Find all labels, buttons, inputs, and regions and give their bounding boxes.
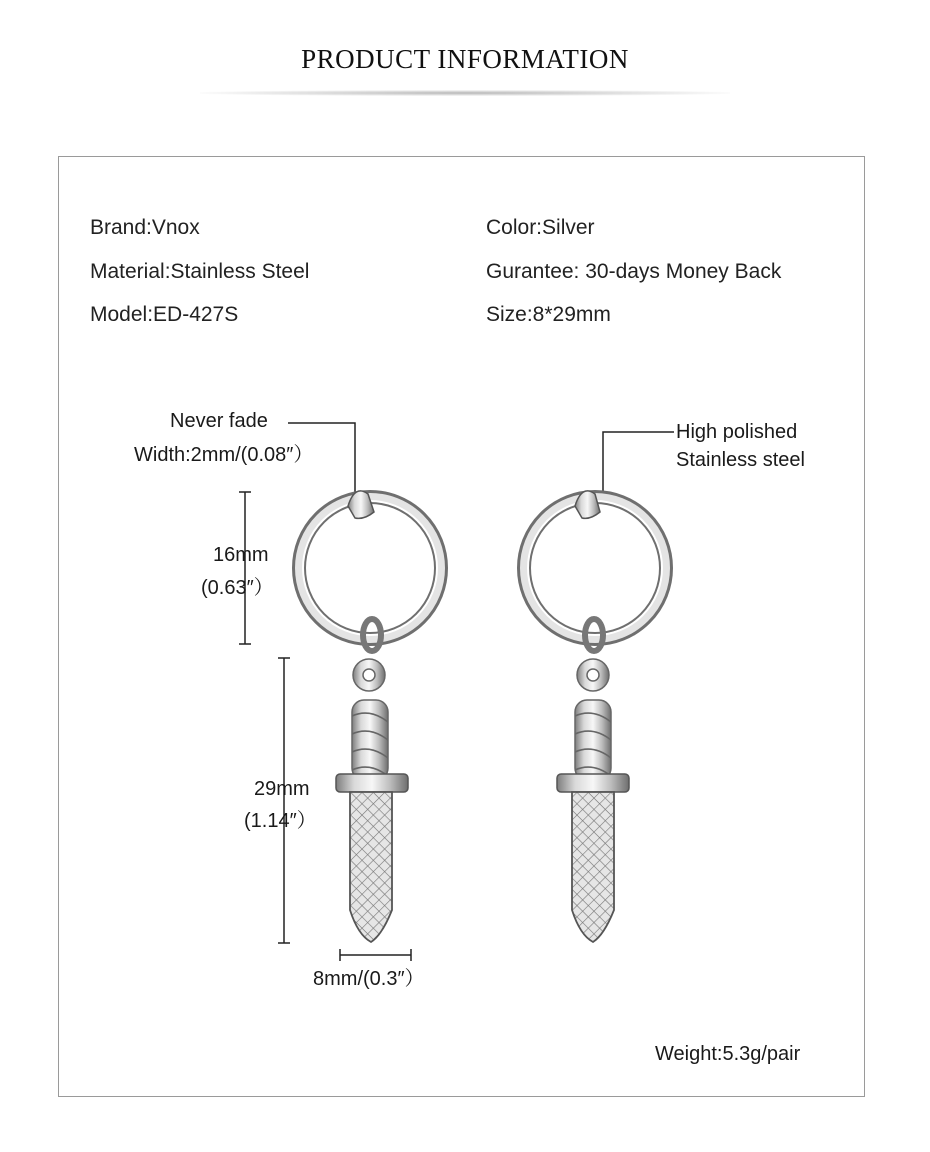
spec-brand: Brand:Vnox	[90, 216, 200, 239]
annotation-pendant-mm: 29mm	[254, 778, 310, 800]
annotation-never-fade: Never fade	[170, 410, 268, 432]
spec-size: Size:8*29mm	[486, 303, 611, 326]
left-earring	[299, 491, 441, 942]
annotation-pendant-in: (1.14″）	[244, 810, 317, 832]
spec-color: Color:Silver	[486, 216, 595, 239]
annotation-width: Width:2mm/(0.08″）	[134, 444, 314, 466]
spec-model: Model:ED-427S	[90, 303, 239, 326]
annotation-blade-width: 8mm/(0.3″）	[313, 968, 425, 990]
page-title: PRODUCT INFORMATION	[301, 44, 629, 74]
annotation-weight: Weight:5.3g/pair	[655, 1043, 801, 1065]
spec-guarantee: Gurantee: 30-days Money Back	[486, 260, 782, 283]
annotation-polished-1: High polished	[676, 421, 798, 443]
annotation-hoop-mm: 16mm	[213, 544, 269, 566]
annotation-hoop-in: (0.63″）	[201, 577, 274, 599]
right-earring	[524, 491, 666, 942]
spec-material: Material:Stainless Steel	[90, 260, 310, 283]
annotation-polished-2: Stainless steel	[676, 449, 805, 471]
